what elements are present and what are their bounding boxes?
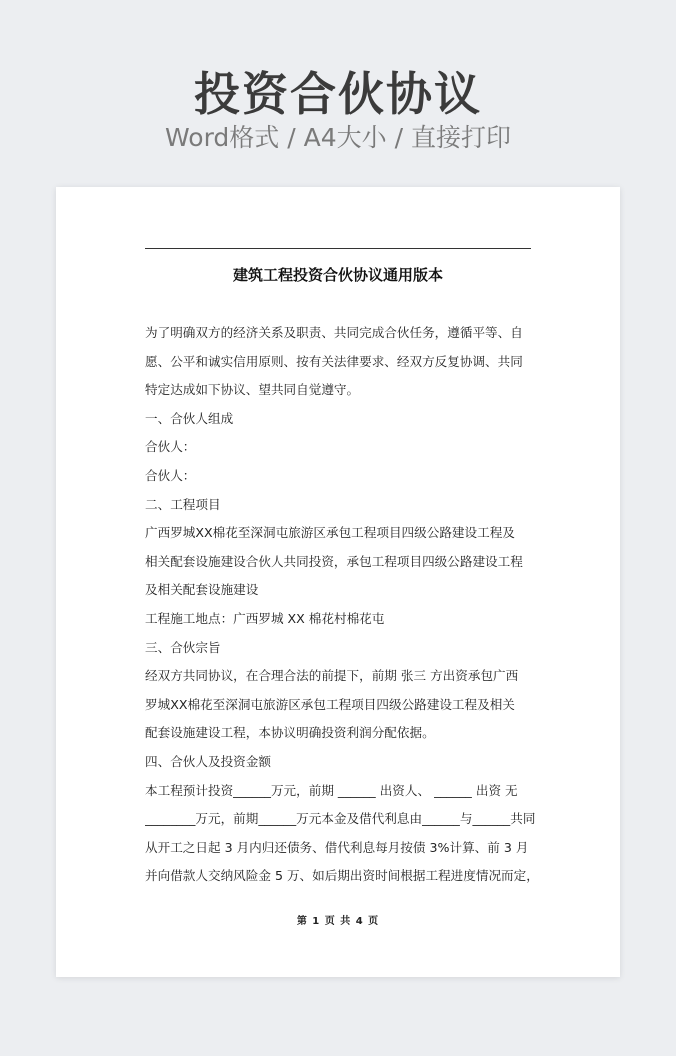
body-line: 并向借款人交纳风险金 5 万、如后期出资时间根据工程进度情况而定，	[145, 868, 539, 884]
hero-title: 投资合伙协议	[194, 67, 482, 121]
body-line: ________万元，前期______万元本金及借代利息由______与______共同	[145, 811, 536, 827]
header-rule	[145, 248, 531, 249]
body-line: 从开工之日起 3 月内归还债务、借代利息每月按债 3%计算、前 3 月	[145, 839, 529, 855]
body-line: 本工程预计投资______万元，前期 ______ 出资人、 ______ 出资 无	[145, 782, 518, 798]
body-line: 及相关配套设施建设	[145, 582, 259, 598]
document-page	[56, 187, 620, 977]
body-line: 合伙人：	[145, 439, 196, 455]
body-line: 为了明确双方的经济关系及职责、共同完成合伙任务，遵循平等、自	[145, 325, 523, 340]
section-heading: 三、合伙宗旨	[145, 639, 221, 655]
body-line: 特定达成如下协议、望共同自觉遵守。	[145, 382, 360, 398]
section-heading: 一、合伙人组成	[145, 410, 234, 426]
section-heading: 二、工程项目	[145, 496, 221, 512]
body-line: 罗城XX棉花至深洞屯旅游区承包工程项目四级公路建设工程及相关	[145, 696, 515, 712]
body-line: 愿、公平和诚实信用原则、按有关法律要求、经双方反复协调、共同	[145, 353, 523, 369]
body-line: 经双方共同协议，在合理合法的前提下，前期 张三 方出资承包广西	[145, 668, 519, 684]
document-title: 建筑工程投资合伙协议通用版本	[232, 266, 443, 284]
body-line: 相关配套设施建设合伙人共同投资，承包工程项目四级公路建设工程	[145, 553, 523, 569]
page-number: 第 1 页 共 4 页	[296, 916, 380, 927]
document-body	[145, 319, 545, 891]
hero-subtitle: Word格式 / A4大小 / 直接打印	[165, 123, 511, 152]
section-heading: 四、合伙人及投资金额	[145, 753, 271, 769]
body-line: 配套设施建设工程，本协议明确投资利润分配依据。	[145, 725, 435, 741]
body-line: 广西罗城XX棉花至深洞屯旅游区承包工程项目四级公路建设工程及	[145, 525, 515, 541]
body-line: 工程施工地点：广西罗城 XX 棉花村棉花屯	[145, 610, 385, 626]
body-line: 合伙人：	[145, 467, 196, 483]
